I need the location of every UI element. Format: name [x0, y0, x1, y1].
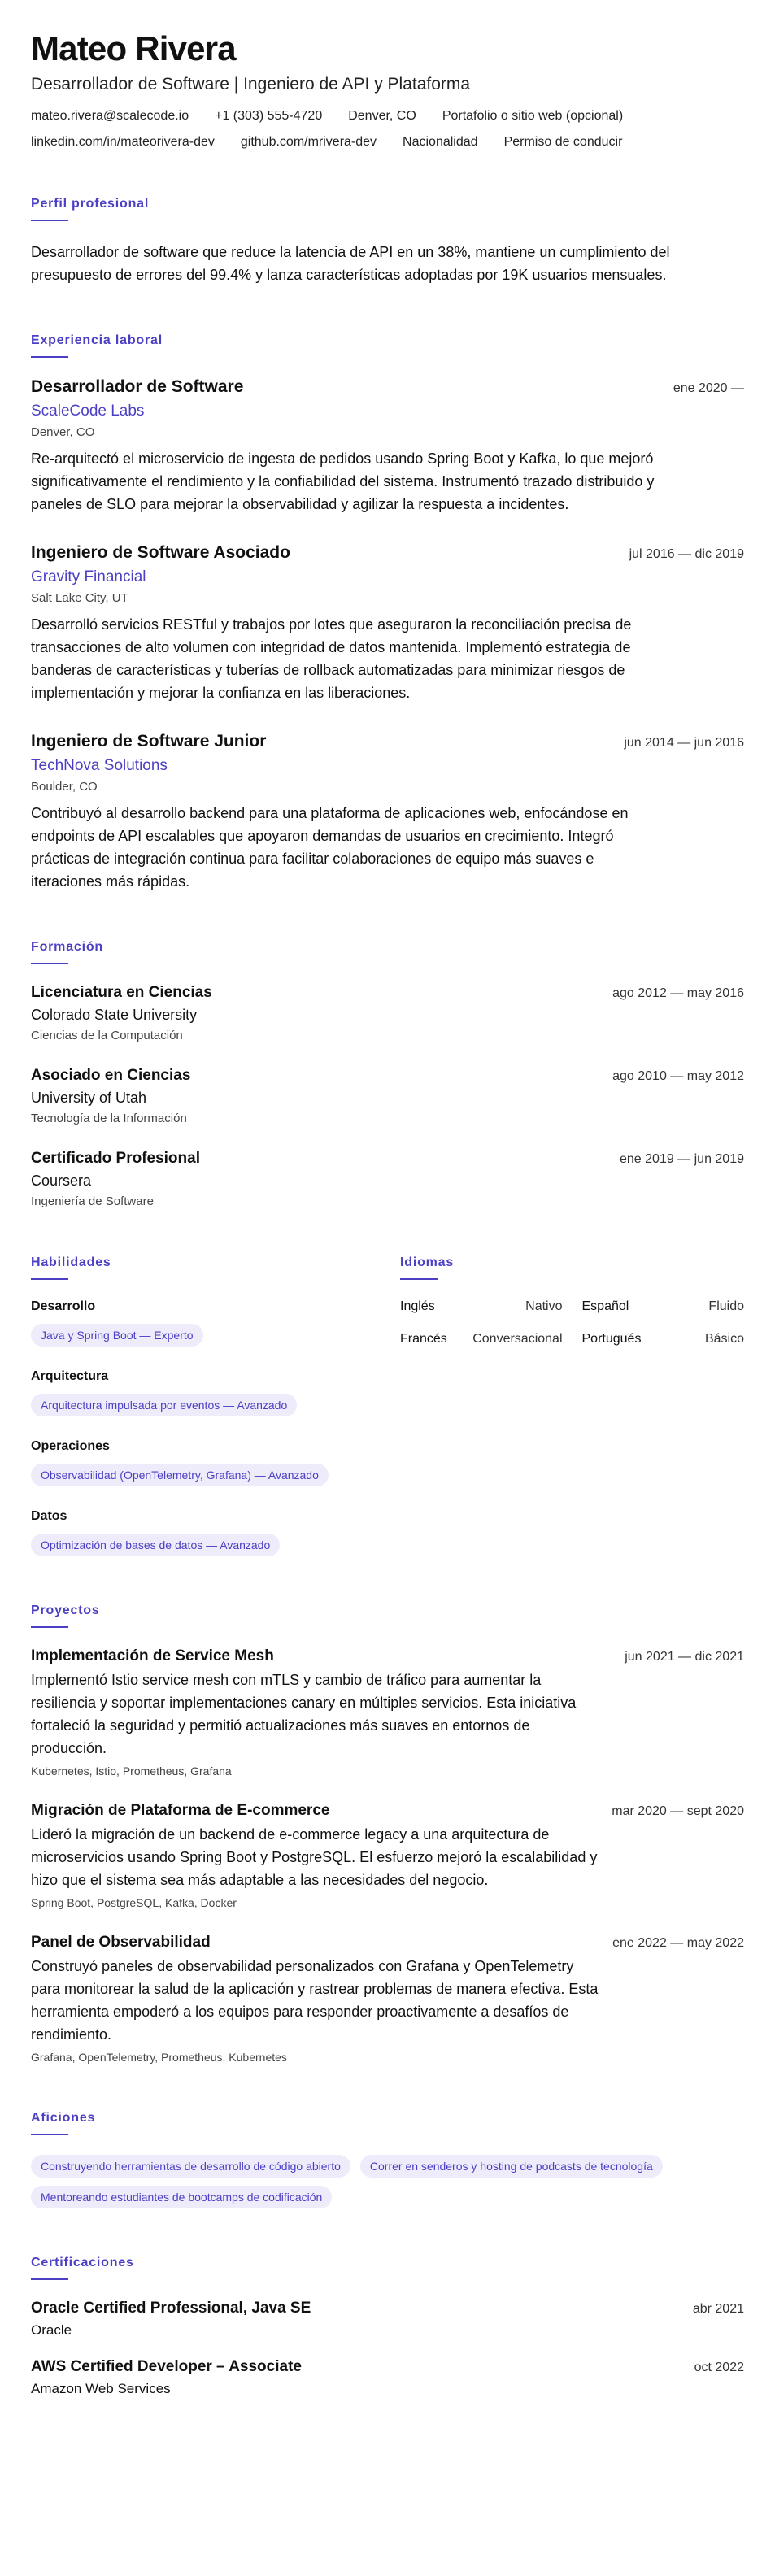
language-level: Conversacional: [472, 1332, 563, 1346]
section-title: Habilidades: [31, 1255, 353, 1280]
resume-header: [31, 29, 744, 150]
section-title: Proyectos: [31, 1603, 744, 1628]
education-entry: [31, 1150, 744, 1208]
contact-portfolio[interactable]: Portafolio o sitio web (opcional): [442, 109, 624, 123]
school-name: University of Utah: [31, 1090, 147, 1106]
project-description: Lideró la migración de un backend de e-commerce legacy a una arquitectura de microservicios usando Spring Boot y PostgreSQL. El esfuerzo mejoró la escalabilidad y hizo que el sistema sea más adaptable a las necesidades del negocio.: [31, 1826, 598, 1888]
certification-name: Oracle Certified Professional, Java SE: [31, 2300, 311, 2317]
language-item: [400, 1299, 563, 1314]
skill-category: Operaciones: [31, 1439, 110, 1453]
school-name: Coursera: [31, 1173, 92, 1189]
project-dates: ene 2022 — may 2022: [612, 1936, 744, 1950]
contact-nationality: Nacionalidad: [403, 135, 478, 149]
education-section: [31, 940, 744, 1208]
education-entry: [31, 1067, 744, 1125]
language-item: [582, 1332, 745, 1347]
certification-entry: [31, 2358, 744, 2397]
contact-linkedin[interactable]: linkedin.com/in/mateorivera-dev: [31, 135, 215, 149]
field-of-study: Tecnología de la Información: [31, 1112, 187, 1125]
job-description: Desarrolló servicios RESTful y trabajos por lotes que aseguraron la reconciliación precisa de transacciones de alto volumen con integridad de datos mantenida. Implementó estrategia de banderas de características y tuberías de rollback automatizadas para minimizar riesgos de implementación y mejorar la confianza en las liberaciones.: [31, 616, 632, 701]
contact-row-primary: [31, 109, 744, 124]
field-of-study: Ingeniería de Software: [31, 1194, 154, 1208]
skill-group: [31, 1299, 353, 1347]
skill-pill: Optimización de bases de datos — Avanzado: [31, 1534, 280, 1556]
degree: Licenciatura en Ciencias: [31, 984, 212, 1001]
contact-driving-license: Permiso de conducir: [503, 135, 623, 149]
certification-date: oct 2022: [694, 2361, 744, 2374]
certification-issuer: Amazon Web Services: [31, 2381, 171, 2396]
skill-group: [31, 1439, 353, 1486]
job-description: Contribuyó al desarrollo backend para una plataforma de aplicaciones web, enfocándose en endpoints de API escalables que apoyaron demandas de usuarios en crecimiento. Integró prácticas de integración continua para facilitar colaboraciones de equipo más suaves e iteraciones más rápidas.: [31, 805, 629, 890]
certification-name: AWS Certified Developer – Associate: [31, 2358, 302, 2375]
company-name: ScaleCode Labs: [31, 402, 145, 420]
language-item: [582, 1299, 745, 1314]
field-of-study: Ciencias de la Computación: [31, 1029, 183, 1042]
degree: Asociado en Ciencias: [31, 1067, 191, 1084]
degree: Certificado Profesional: [31, 1150, 200, 1167]
project-dates: mar 2020 — sept 2020: [612, 1804, 744, 1818]
project-description: Construyó paneles de observabilidad personalizados con Grafana y OpenTelemetry para monitorear la salud de la aplicación y rastrear problemas de manera efectiva. Esta herramienta empoderó a los equipos para responder proactivamente a desafíos de rendimiento.: [31, 1958, 599, 2043]
languages-section: [400, 1255, 744, 1556]
education-dates: ago 2012 — may 2016: [612, 986, 744, 1000]
hobby-pill: Mentoreando estudiantes de bootcamps de codificación: [31, 2186, 332, 2208]
hobby-pill: Construyendo herramientas de desarrollo de código abierto: [31, 2155, 350, 2178]
contact-github[interactable]: github.com/mrivera-dev: [240, 135, 377, 149]
certification-date: abr 2021: [692, 2302, 744, 2316]
skill-category: Datos: [31, 1509, 67, 1523]
skill-category: Arquitectura: [31, 1369, 109, 1383]
certifications-section: [31, 2256, 744, 2397]
hobbies-section: [31, 2111, 744, 2208]
job-description: Re-arquitectó el microservicio de ingesta de pedidos usando Spring Boot y Kafka, lo que mejoró significativamente el rendimiento y la confiabilidad del sistema. Instrumentó trazado distribuido y paneles de SLO para mejorar la observabilidad y agilizar la respuesta a incidentes.: [31, 450, 655, 512]
job-title: Ingeniero de Software Asociado: [31, 543, 290, 562]
job-dates: jun 2014 — jun 2016: [624, 736, 744, 750]
experience-section: [31, 333, 744, 893]
summary-text: Desarrollador de software que reduce la latencia de API en un 38%, mantiene un cumplimiento del presupuesto de errores del 99.4% y lanza características adoptadas por 19K usuarios mensuales.: [31, 244, 670, 283]
company-name: TechNova Solutions: [31, 757, 168, 774]
job-dates: jul 2016 — dic 2019: [629, 547, 744, 561]
skill-group: [31, 1509, 353, 1556]
education-dates: ene 2019 — jun 2019: [619, 1152, 744, 1166]
project-title: Implementación de Service Mesh: [31, 1647, 274, 1664]
company-name: Gravity Financial: [31, 568, 146, 585]
certification-issuer: Oracle: [31, 2322, 72, 2338]
education-dates: ago 2010 — may 2012: [612, 1069, 744, 1083]
project-entry: [31, 1647, 744, 1778]
project-tech: Spring Boot, PostgreSQL, Kafka, Docker: [31, 1896, 237, 1909]
language-level: Fluido: [708, 1299, 744, 1313]
contact-phone[interactable]: +1 (303) 555-4720: [215, 109, 323, 123]
language-item: [400, 1332, 563, 1347]
skill-category: Desarrollo: [31, 1299, 96, 1313]
section-title: Perfil profesional: [31, 197, 744, 221]
language-name: Español: [581, 1299, 629, 1313]
summary-section: [31, 197, 744, 286]
language-name: Francés: [400, 1332, 447, 1346]
skill-pill: Observabilidad (OpenTelemetry, Grafana) — Avanzado: [31, 1464, 329, 1486]
experience-entry: [31, 732, 744, 893]
section-title: Certificaciones: [31, 2256, 744, 2280]
section-title: Formación: [31, 940, 744, 964]
contact-location: Denver, CO: [348, 109, 416, 123]
candidate-name: Mateo Rivera: [31, 29, 236, 67]
section-title: Experiencia laboral: [31, 333, 744, 358]
experience-entry: [31, 543, 744, 704]
projects-section: [31, 1603, 744, 2064]
headline: Desarrollador de Software | Ingeniero de API y Plataforma: [31, 75, 471, 94]
job-title: Desarrollador de Software: [31, 377, 244, 396]
section-title: Idiomas: [400, 1255, 744, 1280]
project-entry: [31, 1934, 744, 2064]
job-location: Boulder, CO: [31, 780, 98, 794]
project-title: Panel de Observabilidad: [31, 1934, 211, 1951]
job-title: Ingeniero de Software Junior: [31, 732, 267, 751]
skills-languages-row: [31, 1255, 744, 1556]
language-level: Básico: [704, 1332, 744, 1346]
job-location: Denver, CO: [31, 425, 95, 439]
hobby-pill: Correr en senderos y hosting de podcasts de tecnología: [360, 2155, 663, 2178]
job-dates: ene 2020 —: [673, 381, 744, 395]
skills-section: [31, 1255, 353, 1556]
project-title: Migración de Plataforma de E-commerce: [31, 1802, 330, 1819]
project-dates: jun 2021 — dic 2021: [625, 1650, 744, 1664]
school-name: Colorado State University: [31, 1007, 198, 1023]
certification-entry: [31, 2300, 744, 2339]
project-description: Implementó Istio service mesh con mTLS y cambio de tráfico para aumentar la resiliencia y soportar implementaciones canary en múltiples servicios. Esta iniciativa fortaleció la seguridad y permitió actualizaciones más suaves en entornos de producción.: [31, 1672, 577, 1756]
job-location: Salt Lake City, UT: [31, 591, 128, 605]
project-tech: Grafana, OpenTelemetry, Prometheus, Kubernetes: [31, 2051, 287, 2064]
language-name: Inglés: [400, 1299, 435, 1313]
skill-group: [31, 1369, 353, 1416]
project-tech: Kubernetes, Istio, Prometheus, Grafana: [31, 1764, 232, 1778]
education-entry: [31, 984, 744, 1042]
skill-pill: Java y Spring Boot — Experto: [31, 1324, 203, 1347]
language-level: Nativo: [525, 1299, 563, 1313]
language-name: Portugués: [581, 1332, 642, 1346]
skill-pill: Arquitectura impulsada por eventos — Avanzado: [31, 1394, 297, 1416]
section-title: Aficiones: [31, 2111, 744, 2135]
project-entry: [31, 1802, 744, 1909]
contact-email[interactable]: mateo.rivera@scalecode.io: [31, 109, 189, 123]
experience-entry: [31, 377, 744, 516]
contact-row-secondary: [31, 135, 744, 150]
